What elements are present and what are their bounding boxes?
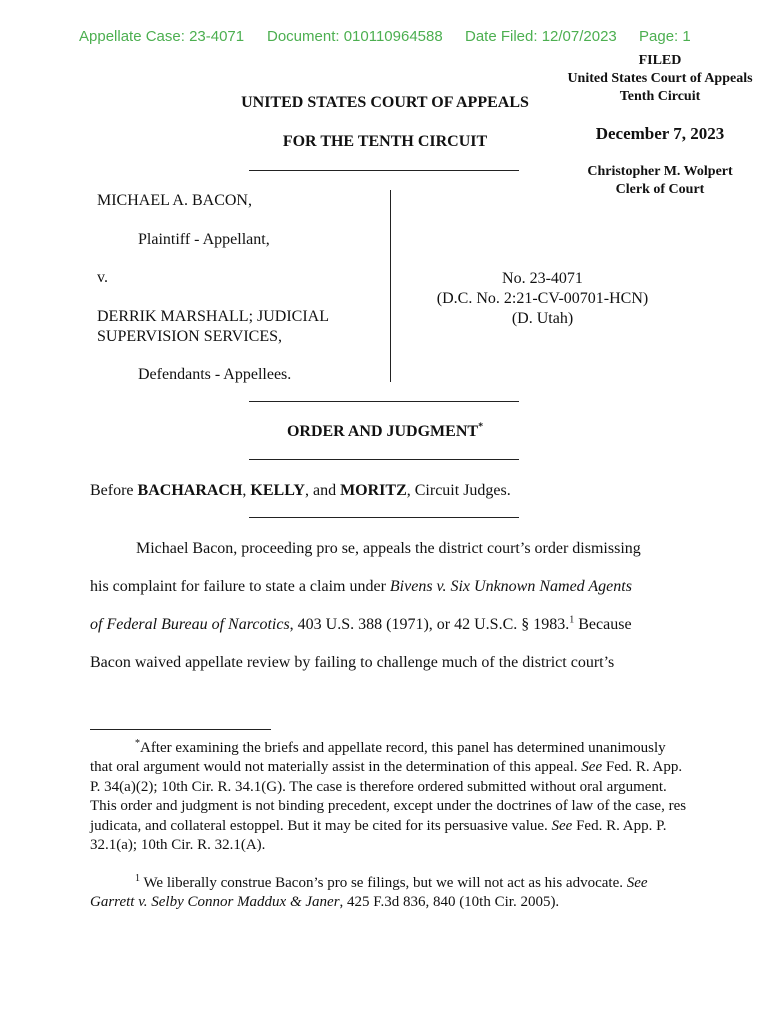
footnote-ref-1: 1 [569, 614, 575, 626]
filed-date: December 7, 2023 [595, 124, 725, 143]
title-text: ORDER AND JUDGMENT [286, 423, 479, 440]
footnote-star-text-b: Fed. R. App. P. 34(a)(2); 10th Cir. R. 34.1(G). The case is therefore ordered submitted without oral argument. This order and judgment is not binding precedent, except under the doctrines of law of the case, res judicata, and collateral estoppel. But it may be cited for its persuasive value. [90, 759, 687, 834]
filed-block [545, 52, 770, 106]
body-line-3-end: Because [574, 616, 632, 633]
clerk-block [545, 163, 770, 199]
clerk-name: Christopher M. Wolpert [587, 164, 733, 179]
stamp-date-filed: Date Filed: 12/07/2023 [465, 28, 617, 45]
district-case-number: (D.C. No. 2:21-CV-00701-HCN) [436, 290, 649, 307]
body-line-3 [90, 616, 690, 634]
judge-moritz: MORITZ [340, 482, 407, 499]
footnote-1-citation: See Garrett v. Selby Connor Maddux & Janer [90, 875, 648, 911]
footnote-1-text-b: , 425 F.3d 836, 840 (10th Cir. 2005). [339, 894, 560, 911]
footnote-1 [90, 874, 690, 913]
defendant-line1: DERRIK MARSHALL; JUDICIAL [97, 308, 329, 325]
court-heading-line2: FOR THE TENTH CIRCUIT [282, 133, 488, 150]
case-number: No. 23-4071 [502, 270, 583, 287]
footnote-star-mark: * [135, 738, 140, 749]
stamp-case: Appellate Case: 23-4071 [79, 28, 245, 45]
footnote-star-text-a: After examining the briefs and appellate record, this panel has determined unanimously that oral argument would not materially assist in the determination of this appeal. [90, 740, 666, 776]
defendant-role: Defendants - Appellees. [138, 366, 292, 383]
panel-line [90, 482, 511, 500]
footnote-star-see1: See [581, 759, 603, 776]
body-line-4: Bacon waived appellate review by failing to challenge much of the district court’s [90, 654, 615, 671]
panel-rule [249, 517, 519, 518]
panel-sep1: , [242, 482, 251, 499]
body-line-2-text: his complaint for failure to state a claim under [90, 578, 390, 595]
defendant-line2: SUPERVISION SERVICES, [97, 328, 283, 345]
filed-court: United States Court of Appeals [567, 71, 753, 86]
title-footnote-mark: * [478, 421, 484, 433]
plaintiff-name: MICHAEL A. BACON, [97, 192, 252, 209]
panel-suffix: , Circuit Judges. [406, 482, 511, 499]
case-numbers [405, 269, 680, 329]
judge-bacharach: BACHARACH [137, 482, 243, 499]
versus: v. [97, 269, 108, 286]
bivens-citation-part1: Bivens v. Six Unknown Named Agents [389, 578, 632, 595]
footnote-star-see2: See [551, 817, 573, 834]
title-rule [249, 459, 519, 460]
district: (D. Utah) [511, 310, 574, 327]
filed-circuit: Tenth Circuit [619, 89, 701, 104]
footnote-star-text-c: Fed. R. App. P. 32.1(a); 10th Cir. R. 32.1(A). [90, 817, 667, 854]
clerk-title: Clerk of Court [615, 182, 705, 197]
filed-label: FILED [638, 53, 682, 68]
footnote-star [90, 739, 690, 855]
panel-before: Before [90, 482, 138, 499]
body-line-3-text: , 403 U.S. 388 (1971), or 42 U.S.C. § 1983. [289, 616, 570, 633]
caption-rule [249, 401, 519, 402]
body-line-2 [90, 578, 690, 596]
bivens-citation-part2: of Federal Bureau of Narcotics [90, 616, 290, 633]
body-line-1: Michael Bacon, proceeding pro se, appeals the district court’s order dismissing [136, 540, 641, 557]
defendant-names [97, 307, 329, 347]
judge-kelly: KELLY [250, 482, 305, 499]
plaintiff-role: Plaintiff - Appellant, [138, 231, 270, 248]
court-heading-line1: UNITED STATES COURT OF APPEALS [241, 94, 529, 111]
caption-divider [390, 190, 391, 382]
footnote-1-text-a: We liberally construe Bacon’s pro se filings, but we will not act as his advocate. [140, 875, 627, 891]
stamp-page: Page: 1 [639, 28, 691, 45]
heading-rule [249, 170, 519, 171]
stamp-document: Document: 010110964588 [267, 28, 443, 45]
footnote-1-mark: 1 [135, 873, 140, 884]
panel-sep2: , and [304, 482, 341, 499]
document-title [195, 423, 575, 441]
footnote-separator [90, 729, 271, 730]
